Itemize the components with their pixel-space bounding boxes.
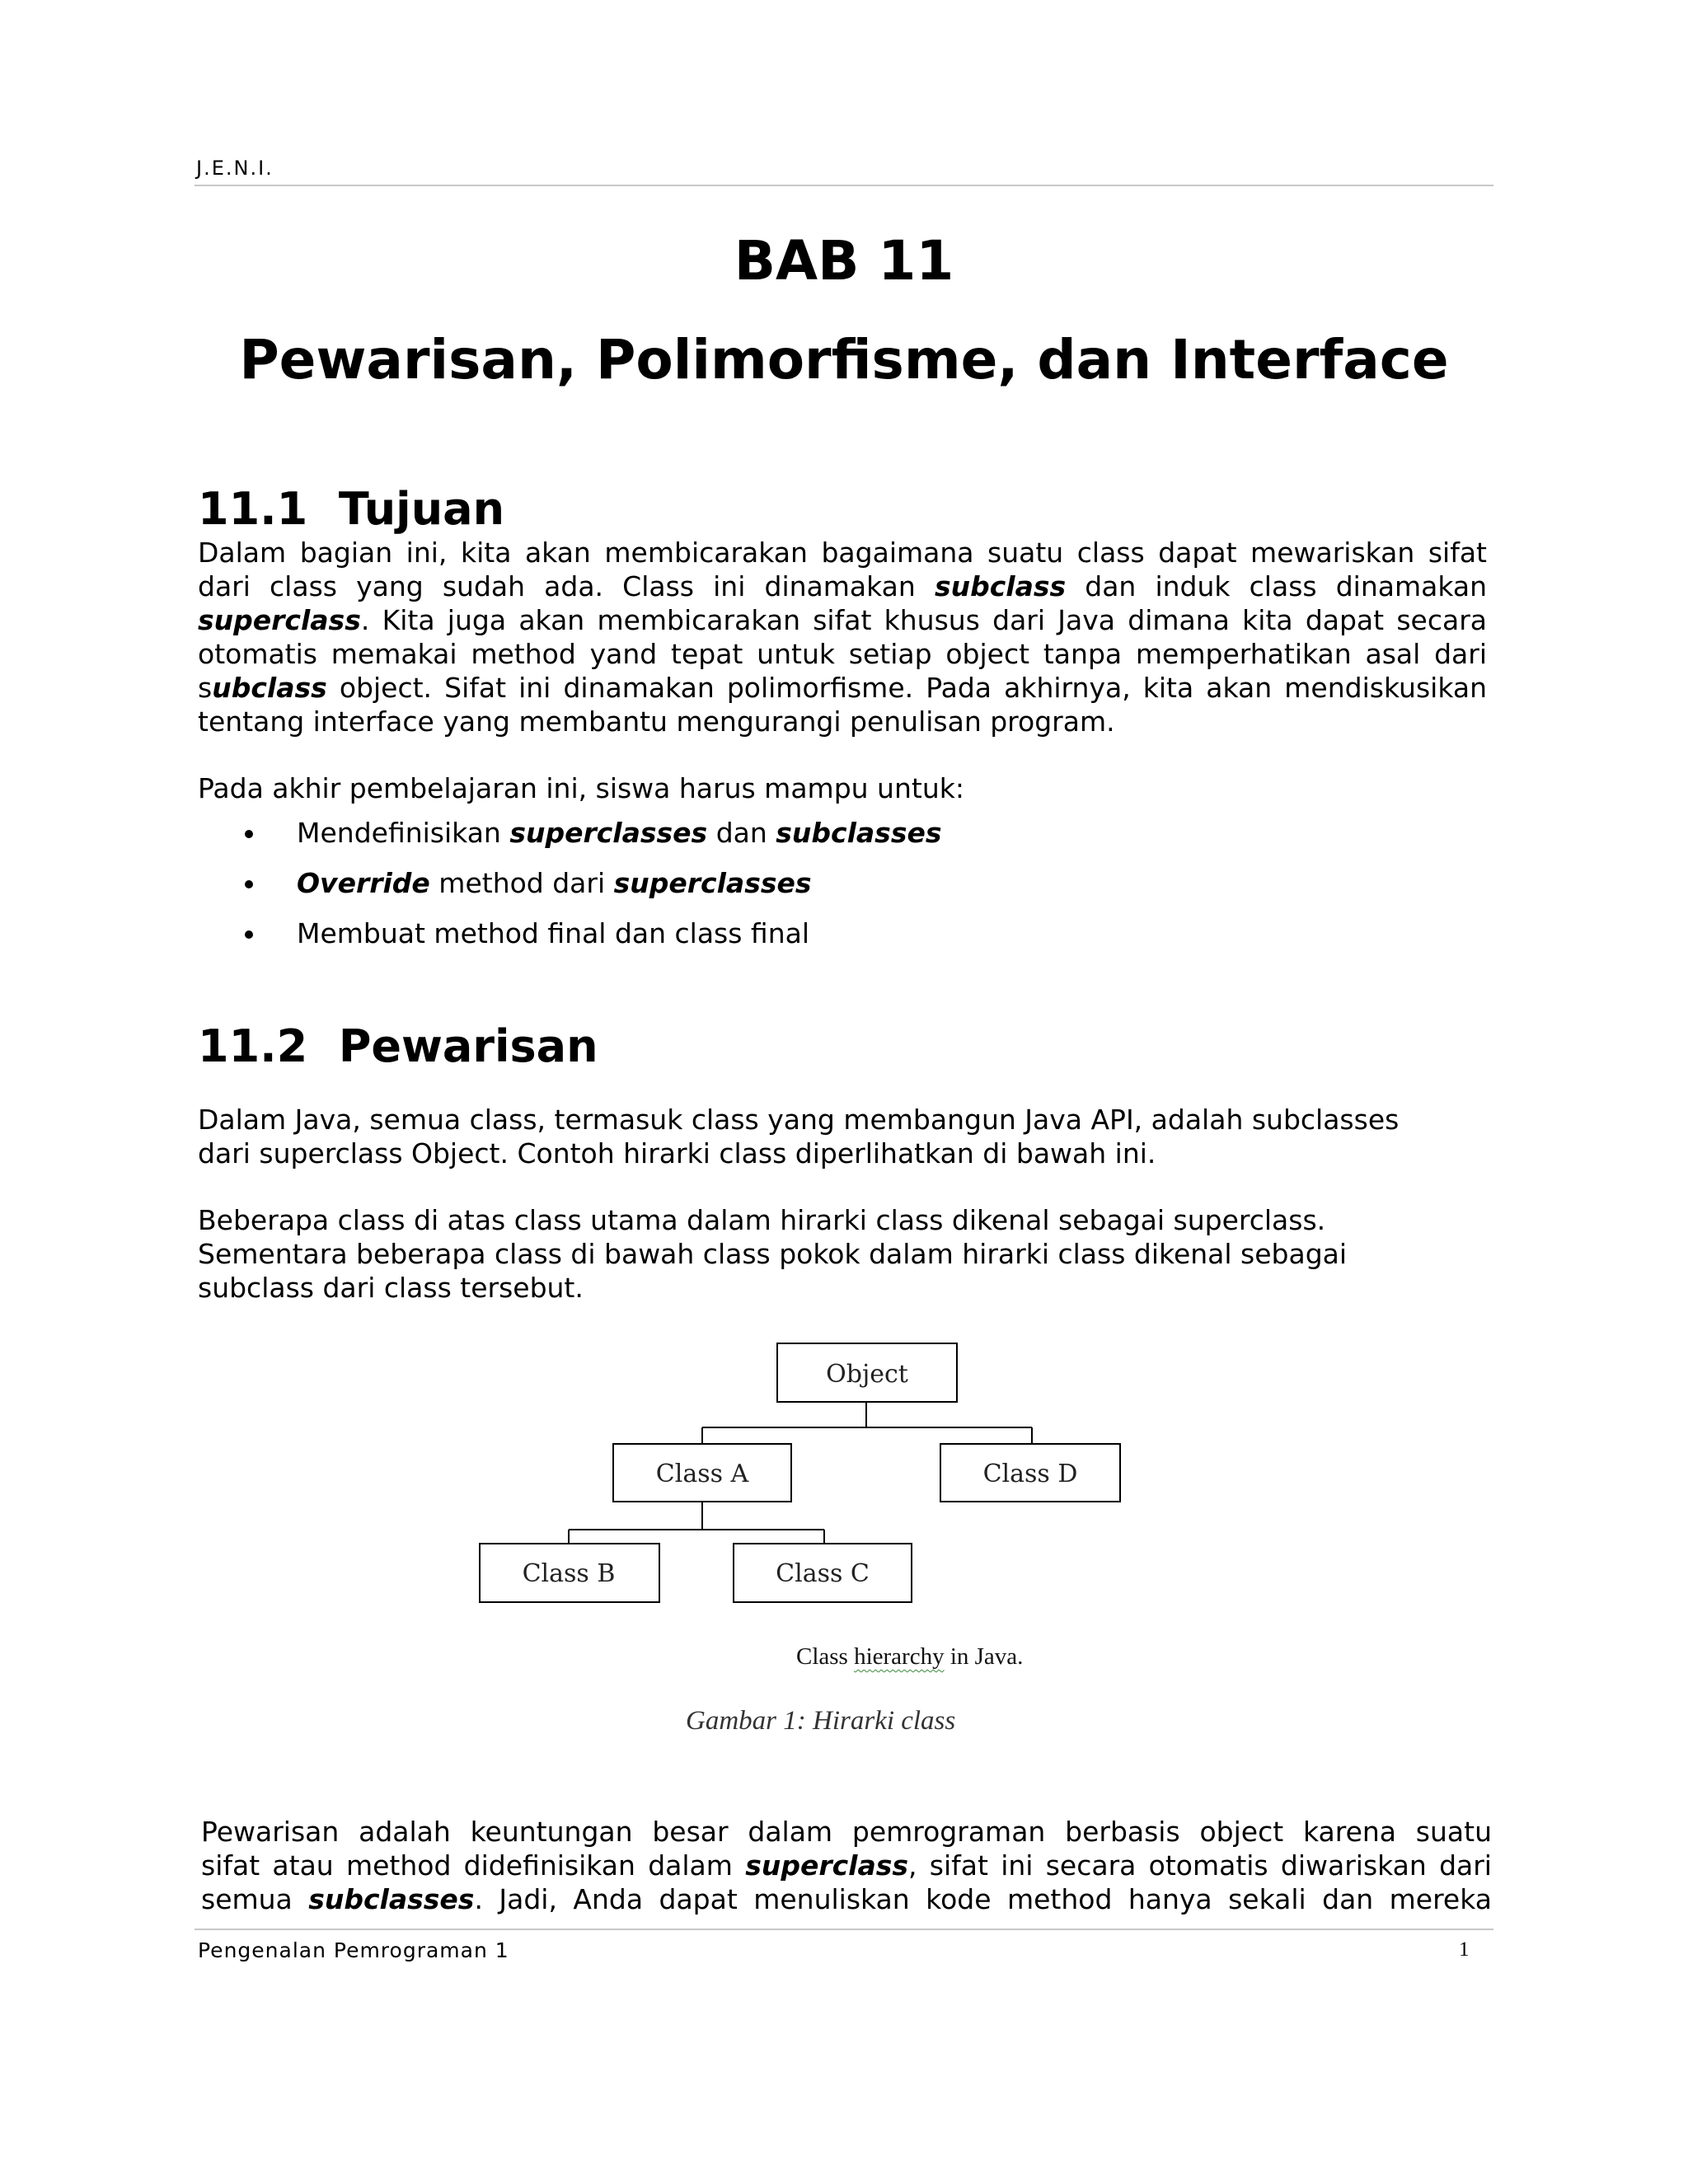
bullet-icon bbox=[245, 930, 253, 939]
pewarisan-p2-line-3: subclass dari class tersebut. bbox=[198, 1272, 584, 1304]
footer-rule bbox=[195, 1929, 1493, 1930]
text-run: tentang interface yang membantu mengurangi penulisan program. bbox=[198, 705, 1115, 738]
objective-item bbox=[198, 916, 942, 967]
paragraph-line bbox=[198, 671, 1487, 705]
emphasis-term: ubclass bbox=[212, 672, 327, 704]
text-run: , sifat ini secara otomatis diwariskan dari bbox=[908, 1849, 1492, 1882]
paragraph-line bbox=[198, 569, 1487, 603]
node-label-class-a: Class A bbox=[655, 1460, 749, 1488]
node-label-class-c: Class C bbox=[776, 1559, 870, 1588]
node-box-class-b bbox=[480, 1544, 659, 1602]
objective-item bbox=[198, 816, 942, 866]
text-run: Pewarisan adalah keuntungan besar dalam pemrograman berbasis object karena suatu bbox=[201, 1816, 1492, 1848]
paragraph-line bbox=[198, 603, 1487, 637]
chapter-number: BAB 11 bbox=[734, 229, 954, 293]
bullet-icon bbox=[245, 830, 253, 838]
text-run: dari class yang sudah ada. Class ini dinamakan bbox=[198, 570, 935, 602]
emphasis-term: superclass bbox=[198, 604, 361, 636]
diagram-caption-squiggle-word: hierarchy bbox=[854, 1643, 945, 1670]
text-run: method dari bbox=[429, 867, 614, 899]
figure-caption: Gambar 1: Hirarki class bbox=[686, 1706, 956, 1736]
text-run: otomatis memakai method yand tepat untuk setiap object tanpa memperhatikan asal dari bbox=[198, 638, 1487, 670]
section-heading-pewarisan: 11.2 Pewarisan bbox=[198, 1020, 598, 1072]
running-header: J.E.N.I. bbox=[196, 157, 274, 180]
pewarisan-p1-line-2: dari superclass Object. Contoh hirarki class diperlihatkan di bawah ini. bbox=[198, 1137, 1156, 1169]
diagram-caption bbox=[796, 1643, 1023, 1671]
node-box-class-a bbox=[613, 1444, 791, 1502]
pewarisan-p1-line-1: Dalam Java, semua class, termasuk class yang membangun Java API, adalah subclasses bbox=[198, 1104, 1400, 1136]
emphasis-term: subclasses bbox=[776, 817, 942, 849]
text-run: Membuat method final dan class final bbox=[297, 917, 810, 949]
bullet-icon bbox=[245, 880, 253, 888]
pewarisan-p2-line-2: Sementara beberapa class di bawah class pokok dalam hirarki class dikenal sebagai bbox=[198, 1238, 1348, 1270]
text-run: . Kita juga akan membicarakan sifat khusus dari Java dimana kita dapat secara bbox=[360, 604, 1487, 636]
node-box-class-c bbox=[734, 1544, 912, 1602]
paragraph-line bbox=[201, 1882, 1492, 1916]
emphasis-term: Override bbox=[297, 867, 430, 899]
text-run: dan bbox=[707, 817, 776, 849]
node-label-class-b: Class B bbox=[522, 1559, 616, 1588]
paragraph-line bbox=[198, 536, 1487, 569]
text-run: Mendefinisikan bbox=[297, 817, 510, 849]
pewarisan-paragraph-1 bbox=[198, 1103, 1487, 1170]
paragraph-line bbox=[201, 1815, 1492, 1849]
node-box-class-d bbox=[940, 1444, 1120, 1502]
objective-item bbox=[198, 866, 942, 916]
text-run: s bbox=[198, 672, 213, 704]
text-run: . Jadi, Anda dapat menuliskan kode method hanya sekali dan mereka bbox=[474, 1883, 1492, 1915]
section-heading-tujuan: 11.1 Tujuan bbox=[198, 483, 505, 535]
objectives-list bbox=[198, 816, 942, 967]
emphasis-term: superclass bbox=[745, 1849, 909, 1882]
chapter-title: Pewarisan, Polimorfisme, dan Interface bbox=[239, 328, 1449, 391]
text-run: object. Sifat ini dinamakan polimorfisme. Pada akhirnya, kita akan mendiskusikan bbox=[326, 672, 1487, 704]
paragraph-line bbox=[198, 637, 1487, 671]
node-box-object bbox=[777, 1343, 957, 1402]
paragraph-line bbox=[198, 705, 1487, 738]
header-rule bbox=[195, 185, 1493, 186]
page-number: 1 bbox=[1459, 1938, 1470, 1961]
node-label-object: Object bbox=[826, 1360, 908, 1389]
paragraph-line bbox=[201, 1849, 1492, 1882]
text-run: sifat atau method didefinisikan dalam bbox=[201, 1849, 746, 1882]
emphasis-term: superclasses bbox=[509, 817, 708, 849]
objectives-intro: Pada akhir pembelajaran ini, siswa harus mampu untuk: bbox=[198, 772, 964, 804]
diagram-caption-suffix: in Java. bbox=[944, 1643, 1024, 1670]
text-run: semua bbox=[201, 1883, 309, 1915]
emphasis-term: subclass bbox=[934, 570, 1067, 602]
pewarisan-paragraph-2 bbox=[198, 1203, 1487, 1305]
tujuan-paragraph bbox=[198, 536, 1487, 742]
diagram-caption-prefix: Class bbox=[796, 1643, 855, 1670]
footer-title: Pengenalan Pemrograman 1 bbox=[198, 1938, 509, 1962]
emphasis-term: subclasses bbox=[308, 1883, 475, 1915]
emphasis-term: superclasses bbox=[613, 867, 812, 899]
node-label-class-d: Class D bbox=[982, 1460, 1078, 1488]
pewarisan-paragraph-3 bbox=[201, 1815, 1492, 1916]
pewarisan-p2-line-1: Beberapa class di atas class utama dalam hirarki class dikenal sebagai superclass. bbox=[198, 1204, 1326, 1236]
text-run: Dalam bagian ini, kita akan membicarakan bagaimana suatu class dapat mewariskan sifat bbox=[198, 537, 1487, 569]
text-run: dan induk class dinamakan bbox=[1066, 570, 1488, 602]
